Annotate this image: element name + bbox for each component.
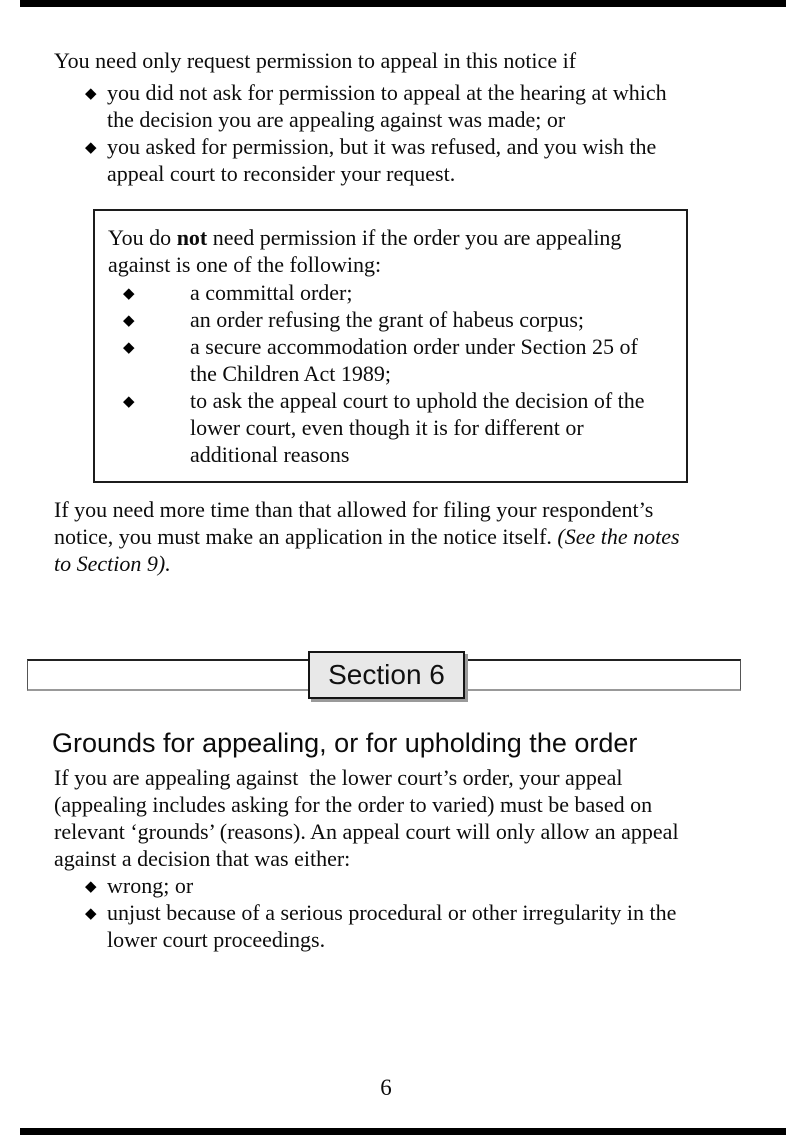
bullet-diamond-icon: ◆ bbox=[123, 311, 135, 329]
bullet-line: an order refusing the grant of habeus corpus; bbox=[190, 307, 585, 332]
intro-lead-line: You need only request permission to appeal in this notice if bbox=[54, 48, 577, 73]
notice-box-intro bbox=[108, 224, 621, 278]
paragraph-line bbox=[54, 523, 680, 550]
top-scan-bar bbox=[20, 0, 786, 7]
bullet-diamond-icon: ◆ bbox=[85, 877, 97, 895]
bullet-item bbox=[123, 306, 584, 333]
bullet-line: appeal court to reconsider your request. bbox=[107, 161, 456, 186]
bullet-line: wrong; or bbox=[107, 873, 194, 898]
grounds-paragraph bbox=[54, 764, 679, 872]
bullet-item bbox=[123, 333, 638, 387]
bullet-item bbox=[85, 872, 193, 899]
bullet-diamond-icon: ◆ bbox=[85, 138, 97, 156]
intro-paragraph bbox=[54, 47, 576, 74]
bullet-item bbox=[123, 387, 645, 468]
see-notes-italic: (See the notes bbox=[557, 524, 680, 549]
bullet-line: lower court proceedings. bbox=[107, 927, 326, 952]
no-permission-notice-box bbox=[93, 209, 688, 483]
bottom-scan-bar bbox=[20, 1128, 786, 1135]
bullet-line: additional reasons bbox=[190, 442, 350, 467]
bullet-item bbox=[123, 279, 353, 306]
bullet-item bbox=[85, 79, 667, 133]
paragraph-line: against a decision that was either: bbox=[54, 846, 351, 871]
paragraph-line: (appealing includes asking for the order to varied) must be based on bbox=[54, 792, 653, 817]
section-6-badge bbox=[308, 651, 465, 699]
paragraph-line: If you are appealing against the lower court’s order, your appeal bbox=[54, 765, 623, 790]
paragraph-line: If you need more time than that allowed for filing your respondent’s bbox=[54, 497, 654, 522]
more-time-paragraph bbox=[54, 496, 680, 577]
bullet-line: lower court, even though it is for different or bbox=[190, 415, 584, 440]
bullet-line: a committal order; bbox=[190, 280, 353, 305]
bullet-diamond-icon: ◆ bbox=[123, 392, 135, 410]
notice-intro-pre: You do bbox=[108, 225, 177, 250]
bullet-line: you did not ask for permission to appeal at the hearing at which bbox=[107, 80, 667, 105]
bullet-diamond-icon: ◆ bbox=[123, 284, 135, 302]
notice-intro-post: need permission if the order you are appealing bbox=[207, 225, 622, 250]
bullet-item bbox=[85, 133, 656, 187]
bullet-line: unjust because of a serious procedural or other irregularity in the bbox=[107, 900, 677, 925]
grounds-heading: Grounds for appealing, or for upholding the order bbox=[52, 728, 638, 758]
notice-intro-line: against is one of the following: bbox=[108, 252, 382, 277]
notice-intro-bold: not bbox=[176, 225, 208, 250]
page-number: 6 bbox=[380, 1075, 392, 1100]
paragraph-text: notice, you must make an application in the notice itself. bbox=[54, 524, 558, 549]
see-notes-italic: to Section 9). bbox=[54, 551, 171, 576]
section-badge-label: Section 6 bbox=[328, 659, 445, 690]
bullet-item bbox=[85, 899, 676, 953]
bullet-line: the decision you are appealing against was made; or bbox=[107, 107, 566, 132]
bullet-line: the Children Act 1989; bbox=[190, 361, 392, 386]
bullet-line: to ask the appeal court to uphold the decision of the bbox=[190, 388, 645, 413]
bullet-line: you asked for permission, but it was refused, and you wish the bbox=[107, 134, 657, 159]
bullet-line: a secure accommodation order under Section 25 of bbox=[190, 334, 638, 359]
bullet-diamond-icon: ◆ bbox=[85, 904, 97, 922]
notice-intro-line bbox=[108, 224, 621, 251]
bullet-diamond-icon: ◆ bbox=[123, 338, 135, 356]
bullet-diamond-icon: ◆ bbox=[85, 84, 97, 102]
paragraph-line: relevant ‘grounds’ (reasons). An appeal court will only allow an appeal bbox=[54, 819, 679, 844]
